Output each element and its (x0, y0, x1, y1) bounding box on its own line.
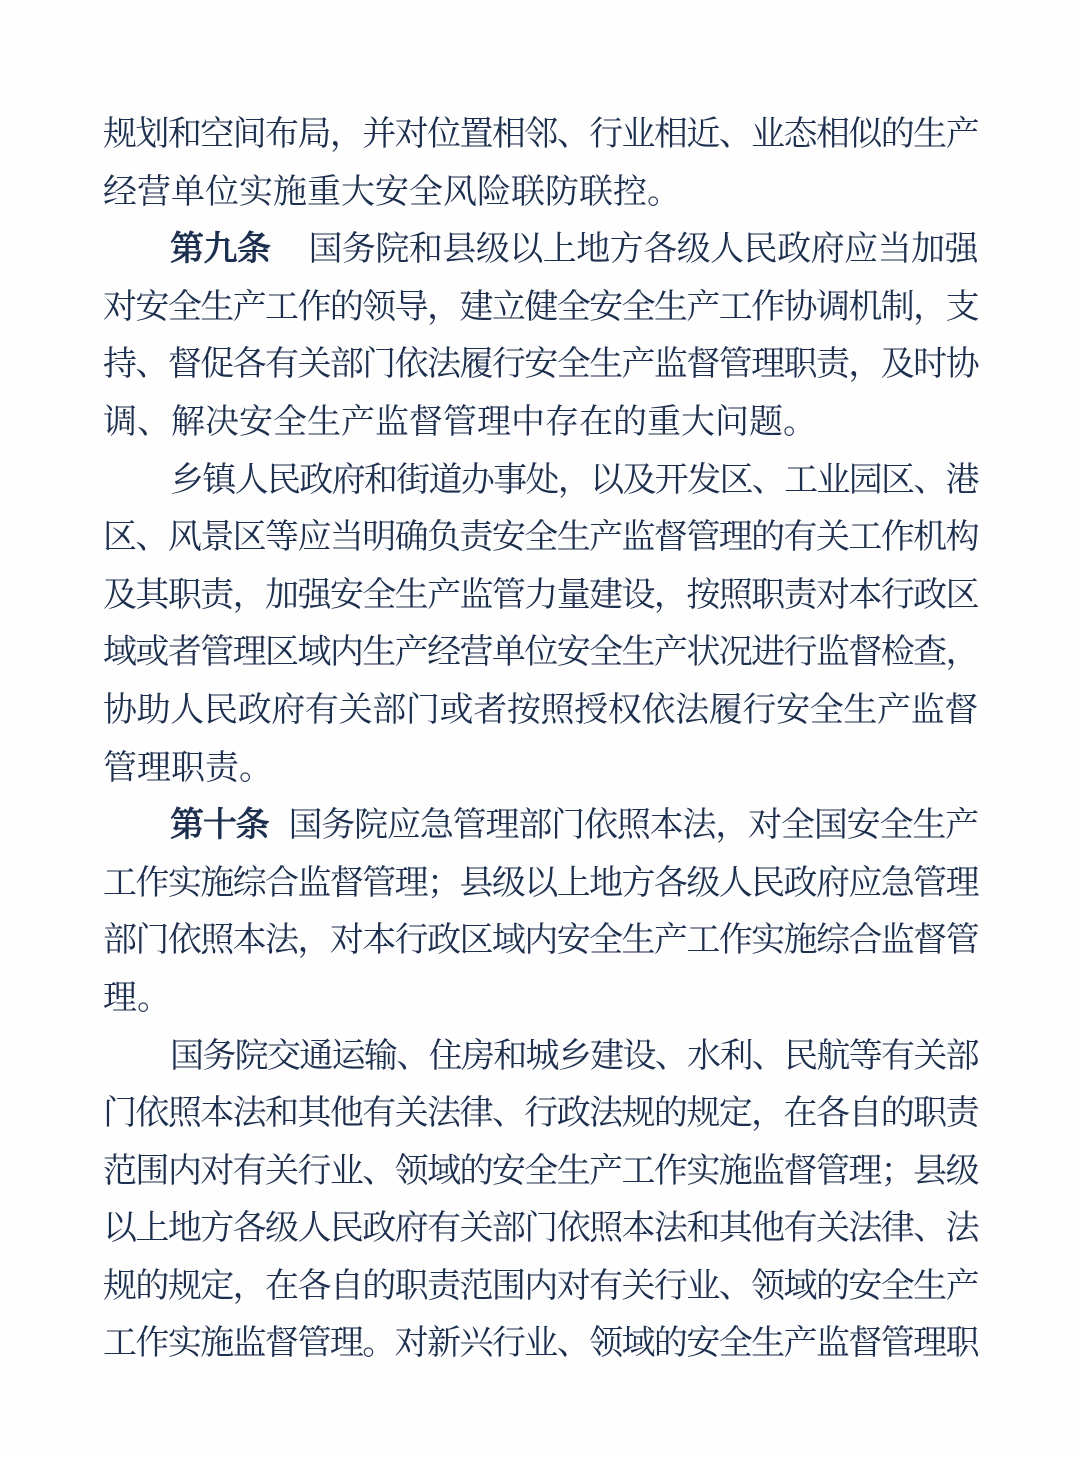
text-line (103, 1143, 978, 1201)
text-line-content (103, 509, 978, 567)
text-line (103, 509, 978, 567)
article-number: 第九条 (170, 231, 271, 269)
text-segment: 国务院和县级以上地方各级人民政府应当加强 (308, 231, 979, 269)
article-number: 第十条 (170, 807, 269, 845)
text-line-content (103, 336, 978, 394)
text-line-content (103, 912, 978, 970)
text-line-content (103, 1085, 978, 1143)
text-line-content (103, 682, 978, 740)
text-segment: 部门依照本法，对本行政区域内安全生产工作实施综合监督管 (103, 922, 978, 960)
text-segment: 及其职责，加强安全生产监管力量建设，按照职责对本行政区 (103, 576, 978, 614)
text-line (103, 567, 978, 625)
text-segment: 国务院交通运输、住房和城乡建设、水利、民航等有关部 (170, 1037, 978, 1075)
text-line-content (103, 1143, 978, 1201)
law-text-block (103, 106, 978, 1373)
text-line (103, 452, 978, 510)
text-segment: 工作实施综合监督管理；县级以上地方各级人民政府应急管理 (103, 864, 978, 902)
text-line (103, 1028, 978, 1086)
text-segment: 范围内对有关行业、领域的安全生产工作实施监督管理；县级 (103, 1152, 978, 1190)
text-line (103, 1315, 978, 1373)
text-line-content (170, 221, 978, 279)
text-line-content (170, 797, 978, 855)
text-line (103, 740, 978, 798)
text-line-content (103, 279, 978, 337)
text-line-content (170, 452, 978, 510)
text-line-content (170, 1028, 978, 1086)
text-line (103, 912, 978, 970)
text-segment: 对安全生产工作的领导，建立健全安全生产工作协调机制，支 (103, 288, 978, 326)
text-line-content (103, 740, 273, 798)
text-segment: 乡镇人民政府和街道办事处，以及开发区、工业园区、港 (170, 461, 978, 499)
text-line (103, 221, 978, 279)
text-line (103, 336, 978, 394)
text-line (103, 682, 978, 740)
text-line-content (103, 1258, 978, 1316)
text-line (103, 394, 978, 452)
text-segment: 调、解决安全生产监督管理中存在的重大问题。 (103, 403, 817, 441)
text-line (103, 624, 978, 682)
text-segment: 理。 (103, 979, 171, 1017)
text-line-content (103, 1200, 978, 1258)
text-line (103, 279, 978, 337)
text-line-content (103, 1315, 978, 1373)
text-line (103, 1258, 978, 1316)
text-line (103, 164, 978, 222)
text-segment: 门依照本法和其他有关法律、行政法规的规定，在各自的职责 (103, 1095, 978, 1133)
text-line (103, 1200, 978, 1258)
text-line-content (103, 855, 978, 913)
text-segment: 协助人民政府有关部门或者按照授权依法履行安全生产监督 (103, 691, 978, 729)
text-line-content (103, 394, 817, 452)
text-segment: 规的规定，在各自的职责范围内对有关行业、领域的安全生产 (103, 1267, 978, 1305)
text-line-content (103, 624, 978, 682)
text-line (103, 855, 978, 913)
text-line (103, 106, 978, 164)
text-segment: 以上地方各级人民政府有关部门依照本法和其他有关法律、法 (103, 1210, 978, 1248)
text-segment: 工作实施监督管理。对新兴行业、领域的安全生产监督管理职 (103, 1325, 978, 1363)
text-segment: 经营单位实施重大安全风险联防联控。 (103, 173, 681, 211)
text-segment: 域或者管理区域内生产经营单位安全生产状况进行监督检查， (103, 634, 978, 672)
text-line-content (103, 970, 171, 1028)
text-segment: 区、风景区等应当明确负责安全生产监督管理的有关工作机构 (103, 519, 978, 557)
text-segment: 持、督促各有关部门依法履行安全生产监督管理职责，及时协 (103, 346, 978, 384)
text-segment: 管理职责。 (103, 749, 273, 787)
text-line-content (103, 164, 681, 222)
text-line-content (103, 106, 978, 164)
text-segment: 国务院应急管理部门依照本法，对全国安全生产 (288, 807, 978, 845)
text-line-content (103, 567, 978, 625)
text-segment: 规划和空间布局，并对位置相邻、行业相近、业态相似的生产 (103, 116, 978, 153)
text-line (103, 797, 978, 855)
text-line (103, 1085, 978, 1143)
text-line (103, 970, 978, 1028)
